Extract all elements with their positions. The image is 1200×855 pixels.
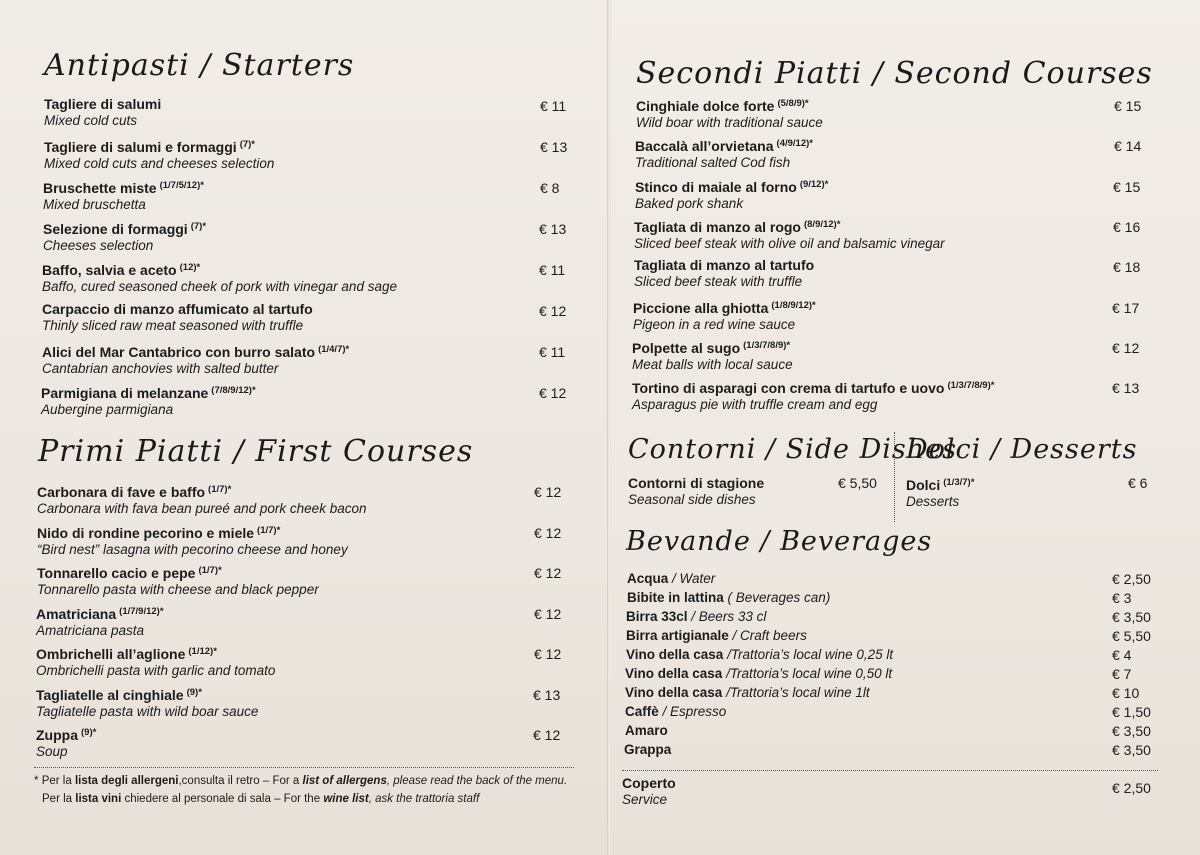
beverage-item <box>625 704 726 719</box>
menu-item <box>634 217 945 252</box>
section-title-contorni: Contorni / Side Dishes <box>628 434 957 465</box>
item-allergens: (1/3/7/8/9)* <box>947 380 995 392</box>
item-name: Parmigiana di melanzane $^{(7/8/9/12)*}$ <box>41 385 256 401</box>
item-english: Pigeon in a red wine sauce <box>633 316 796 332</box>
item-price: € 11 <box>539 344 566 360</box>
allergen-note: * Per la lista degli allergeni,consulta il retro – For a list of allergens, please read the back of the menu. <box>34 775 568 787</box>
item-price: € 6 <box>1128 475 1148 491</box>
beverage-price: € 4 <box>1112 647 1132 663</box>
item-name: Ombrichelli all’aglione $^{(1/12)*}$ <box>36 646 217 662</box>
notes-divider <box>34 767 574 768</box>
item-allergens: (1/3/7/8/9)* <box>743 339 791 351</box>
item-name: Coperto <box>622 775 676 791</box>
menu-item <box>44 137 274 172</box>
beverage-price: € 1,50 <box>1112 704 1151 720</box>
item-allergens: (1/7/5/12)* <box>159 180 204 191</box>
item-name: Baffo, salvia e aceto $^{(12)*}$ <box>42 262 201 278</box>
beverage-name: Vino della casa <box>625 685 723 700</box>
item-allergens: (1/7)* <box>208 484 232 495</box>
item-name: Zuppa $^{(9)*}$ <box>36 727 97 743</box>
item-english: Mixed bruschetta <box>43 197 146 212</box>
menu-item <box>41 383 256 418</box>
beverage-price: € 5,50 <box>1112 628 1151 644</box>
item-name: Bruschette miste $^{(1/7/5/12)*}$ <box>43 180 204 196</box>
item-price: € 14 <box>1114 138 1142 155</box>
beverage-english: ( Beverages can) <box>723 590 831 605</box>
beverage-item <box>626 647 893 662</box>
item-allergens: (1/3/7)* <box>943 477 975 488</box>
menu-item <box>906 475 974 510</box>
item-price: € 12 <box>1112 339 1140 356</box>
menu-item <box>43 219 206 254</box>
item-price: € 17 <box>1112 299 1140 316</box>
beverage-price: € 7 <box>1112 666 1132 682</box>
item-name: Baccalà all’orvietana $^{(4/9/12)*}$ <box>635 138 813 155</box>
item-allergens: (7/8/9/12)* <box>211 385 256 396</box>
item-price: € 12 <box>539 303 567 319</box>
menu-item <box>635 177 828 212</box>
beverage-price: € 3,50 <box>1112 609 1151 625</box>
item-english: Asparagus pie with truffle cream and egg <box>632 397 878 413</box>
item-english: Cantabrian anchovies with salted butter <box>42 361 279 376</box>
coperto-item <box>622 775 676 808</box>
item-price: € 18 <box>1113 259 1141 276</box>
beverage-english: /Trattoria’s local wine 1lt <box>722 685 870 700</box>
menu-item <box>42 301 313 334</box>
item-price: € 11 <box>539 262 566 278</box>
item-english: Thinly sliced raw meat seasoned with truffle <box>42 318 304 333</box>
item-name: Tagliata di manzo al tartufo <box>634 257 815 274</box>
beverage-name: Vino della casa <box>626 647 724 662</box>
item-english: Mixed cold cuts and cheeses selection <box>44 156 275 171</box>
item-price: € 15 <box>1113 178 1141 195</box>
item-allergens: (9)* <box>186 686 202 698</box>
item-english: Ombrichelli pasta with garlic and tomato <box>36 663 276 678</box>
beverage-name: Acqua <box>627 571 669 586</box>
item-allergens: (8/9/12)* <box>803 218 841 230</box>
beverage-name: Birra artigianale <box>626 628 729 643</box>
item-english: Seasonal side dishes <box>628 492 756 507</box>
menu-item <box>634 257 814 290</box>
menu-item <box>633 298 816 333</box>
item-price: € 16 <box>1113 218 1141 235</box>
beverage-name: Bibite in lattina <box>627 590 724 605</box>
item-allergens: (1/4/7)* <box>318 344 350 355</box>
item-allergens: (1/8/9/12)* <box>771 299 816 311</box>
item-allergens: (1/7/9/12)* <box>119 605 164 617</box>
menu-item <box>37 563 319 598</box>
item-english: Service <box>622 792 668 807</box>
item-price: € 5,50 <box>838 475 877 491</box>
item-allergens: (9)* <box>81 727 97 738</box>
item-english: Mixed cold cuts <box>44 113 138 128</box>
item-english: Carbonara with fava bean pureé and pork cheek bacon <box>37 501 367 516</box>
menu-item <box>43 178 204 213</box>
item-name: Tagliere di salumi e formaggi $^{(7)*}$ <box>44 139 255 155</box>
item-price: € 12 <box>534 565 562 581</box>
item-english: Cheeses selection <box>43 238 154 253</box>
item-allergens: (7)* <box>190 221 207 232</box>
beverage-english: / Water <box>668 571 716 586</box>
item-english: Tonnarello pasta with cheese and black pepper <box>37 582 319 597</box>
item-name: Tagliata di manzo al rogo $^{(8/9/12)*}$ <box>634 218 841 235</box>
item-english: “Bird nest” lasagna with pecorino cheese and honey <box>37 541 348 557</box>
item-english: Sliced beef steak with truffle <box>634 274 803 290</box>
menu-item <box>632 338 793 373</box>
beverage-price: € 10 <box>1112 685 1140 701</box>
item-english: Sliced beef steak with olive oil and balsamic vinegar <box>634 235 945 251</box>
beverage-name: Vino della casa <box>625 666 723 681</box>
item-price: € 12 <box>539 385 567 401</box>
item-name: Tonnarello cacio e pepe $^{(1/7)*}$ <box>37 565 222 581</box>
item-name: Cinghiale dolce forte $^{(5/8/9)*}$ <box>636 98 809 114</box>
item-english: Soup <box>36 744 68 759</box>
column-divider <box>894 432 895 522</box>
item-price: € 12 <box>534 484 562 500</box>
beverage-name: Birra 33cl <box>626 609 688 624</box>
menu-item <box>628 475 764 508</box>
item-english: Aubergine parmigiana <box>41 402 174 417</box>
item-name: Tagliere di salumi <box>44 96 162 112</box>
section-title-secondi: Secondi Piatti / Second Courses <box>636 56 1153 91</box>
menu-item <box>37 482 366 517</box>
section-title-dolci: Dolci / Desserts <box>906 434 1138 465</box>
item-allergens: (5/8/9)* <box>777 98 809 109</box>
menu-item <box>44 96 161 129</box>
item-price: € 13 <box>1112 380 1140 397</box>
item-allergens: (9/12)* <box>799 178 829 190</box>
item-name: Stinco di maiale al forno $^{(9/12)*}$ <box>635 178 829 195</box>
coperto-divider <box>622 770 1158 771</box>
item-name: Carbonara di fave e baffo $^{(1/7)*}$ <box>37 484 232 500</box>
beverage-price: € 3 <box>1112 590 1132 606</box>
item-name: Piccione alla ghiotta $^{(1/8/9/12)*}$ <box>633 299 816 316</box>
item-price: € 8 <box>540 180 560 196</box>
item-allergens: (1/7)* <box>198 565 222 576</box>
item-english: Tagliatelle pasta with wild boar sauce <box>36 703 259 719</box>
menu-item <box>36 685 258 720</box>
item-name: Dolci $^{(1/3/7)*}$ <box>906 477 975 493</box>
beverage-english: /Trattoria’s local wine 0,50 lt <box>722 666 893 681</box>
item-name: Amatriciana $^{(1/7/9/12)*}$ <box>36 605 164 622</box>
menu-item <box>42 342 349 377</box>
item-price: € 13 <box>539 221 567 237</box>
menu-item <box>37 523 348 558</box>
item-english: Wild boar with traditional sauce <box>636 115 823 130</box>
beverage-name: Amaro <box>625 723 668 738</box>
beverage-price: € 2,50 <box>1112 571 1151 587</box>
beverage-item <box>626 609 766 624</box>
item-name: Tagliatelle al cinghiale $^{(9)*}$ <box>36 686 202 703</box>
item-allergens: (1/12)* <box>188 646 217 657</box>
item-english: Amatriciana pasta <box>36 622 145 638</box>
menu-item <box>36 644 275 679</box>
item-name: Selezione di formaggi $^{(7)*}$ <box>43 221 207 237</box>
section-title-antipasti: Antipasti / Starters <box>44 48 355 83</box>
beverage-english: / Beers 33 cl <box>687 609 767 624</box>
item-price: € 12 <box>533 727 561 743</box>
item-english: Desserts <box>906 494 960 509</box>
menu-item <box>36 604 164 639</box>
beverage-item <box>626 628 807 643</box>
item-english: Baked pork shank <box>635 195 744 211</box>
item-allergens: (4/9/12)* <box>776 138 813 150</box>
item-price: € 11 <box>540 98 567 114</box>
beverage-english: / Craft beers <box>728 628 807 643</box>
item-english: Baffo, cured seasoned cheek of pork with vinegar and sage <box>42 279 397 294</box>
item-allergens: (1/7)* <box>257 524 281 536</box>
menu-item <box>632 378 994 413</box>
item-price: € 15 <box>1114 98 1142 114</box>
item-name: Nido di rondine pecorino e miele $^{(1/7)*}$ <box>37 524 281 541</box>
item-price: € 13 <box>533 686 561 703</box>
beverage-price: € 3,50 <box>1112 742 1151 758</box>
beverage-item <box>625 685 870 700</box>
beverage-item <box>627 571 715 586</box>
section-title-primi: Primi Piatti / First Courses <box>38 434 474 469</box>
menu-item <box>636 96 823 131</box>
item-price: € 12 <box>534 605 562 622</box>
item-price: € 2,50 <box>1112 780 1151 796</box>
beverage-english: /Trattoria’s local wine 0,25 lt <box>723 647 894 662</box>
section-title-bevande: Bevande / Beverages <box>626 526 933 557</box>
item-name: Contorni di stagione <box>628 475 765 491</box>
item-name: Carpaccio di manzo affumicato al tartufo <box>42 301 313 317</box>
item-allergens: (7)* <box>239 139 255 150</box>
item-price: € 13 <box>540 139 568 155</box>
beverage-item <box>627 590 830 605</box>
menu-item <box>42 260 397 295</box>
beverage-item <box>625 666 892 681</box>
item-english: Traditional salted Cod fish <box>635 155 791 171</box>
beverage-name: Caffè <box>625 704 659 719</box>
beverage-name: Grappa <box>624 742 672 757</box>
beverage-item <box>625 723 668 738</box>
item-allergens: (12)* <box>179 262 201 273</box>
beverage-price: € 3,50 <box>1112 723 1151 739</box>
item-price: € 12 <box>534 524 562 541</box>
item-name: Tortino di asparagi con crema di tartufo e uovo $^{(1/3/7/8/9)*}$ <box>632 380 995 397</box>
item-price: € 12 <box>534 646 562 662</box>
item-name: Alici del Mar Cantabrico con burro salato $^{(1/4/7)*}$ <box>42 344 350 360</box>
menu-item <box>635 136 813 171</box>
menu-item <box>36 725 96 760</box>
wine-list-note: Per la lista vini chiedere al personale di sala – For the wine list, ask the trattoria staff <box>42 793 480 805</box>
beverage-item <box>624 742 671 757</box>
beverage-english: / Espresso <box>658 704 727 719</box>
item-name: Polpette al sugo $^{(1/3/7/8/9)*}$ <box>632 339 791 356</box>
item-english: Meat balls with local sauce <box>632 356 793 372</box>
